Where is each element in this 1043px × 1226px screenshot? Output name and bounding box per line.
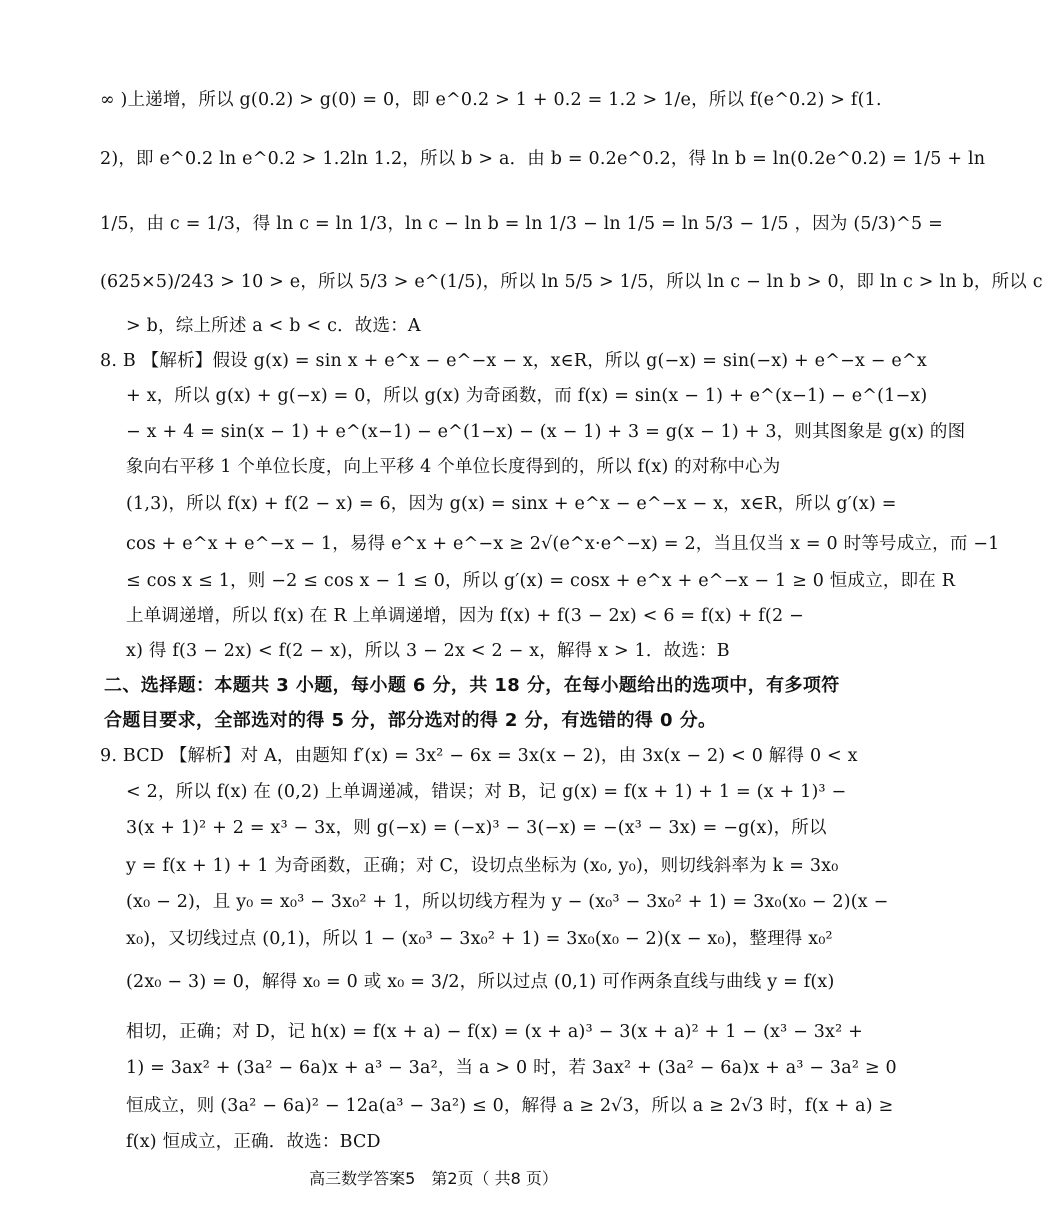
text-line: (1,3)，所以 f(x) + f(2 − x) = 6，因为 g(x) = sinx + e^x − e^−x − x，x∈R，所以 g′(x) = — [126, 494, 897, 514]
section-heading: 二、选择题：本题共 3 小题，每小题 6 分，共 18 分，在每小题给出的选项中，有多项符 — [104, 675, 840, 696]
text-line: x) 得 f(3 − 2x) < f(2 − x)，所以 3 − 2x < 2 − x，解得 x > 1．故选：B — [126, 641, 730, 661]
text-line: 象向右平移 1 个单位长度，向上平移 4 个单位长度得到的，所以 f(x) 的对称中心为 — [126, 457, 781, 477]
text-line: 恒成立，则 (3a² − 6a)² − 12a(a³ − 3a²) ≤ 0，解得 a ≥ 2√3，所以 a ≥ 2√3 时，f(x + a) ≥ — [126, 1096, 894, 1116]
text-line: 9. BCD 【解析】对 A，由题知 f′(x) = 3x² − 6x = 3x(x − 2)，由 3x(x − 2) < 0 解得 0 < x — [100, 746, 858, 766]
text-line: 8. B 【解析】假设 g(x) = sin x + e^x − e^−x − x，x∈R，所以 g(−x) = sin(−x) + e^−x − e^x — [100, 351, 927, 371]
text-line: > b，综上所述 a < b < c．故选：A — [126, 316, 421, 336]
text-line: 1/5，由 c = 1/3，得 ln c = ln 1/3，ln c − ln b = ln 1/3 − ln 1/5 = ln 5/3 − 1/5 ，因为 (5/3)^5 = — [100, 214, 943, 234]
text-line: (625×5)/243 > 10 > e，所以 5/3 > e^(1/5)，所以 ln 5/5 > 1/5，所以 ln c − ln b > 0，即 ln c > ln b，所以 c — [100, 272, 1043, 292]
text-line: ≤ cos x ≤ 1，则 −2 ≤ cos x − 1 ≤ 0，所以 g′(x) = cosx + e^x + e^−x − 1 ≥ 0 恒成立，即在 R — [126, 571, 956, 591]
text-line: ∞ )上递增，所以 g(0.2) > g(0) = 0，即 e^0.2 > 1 + 0.2 = 1.2 > 1/e，所以 f(e^0.2) > f(1. — [100, 90, 882, 110]
text-line: y = f(x + 1) + 1 为奇函数，正确；对 C，设切点坐标为 (x₀, y₀)，则切线斜率为 k = 3x₀ — [126, 856, 839, 876]
text-line: (x₀ − 2)，且 y₀ = x₀³ − 3x₀² + 1，所以切线方程为 y − (x₀³ − 3x₀² + 1) = 3x₀(x₀ − 2)(x − — [126, 892, 889, 912]
text-line: 相切，正确；对 D，记 h(x) = f(x + a) − f(x) = (x + a)³ − 3(x + a)² + 1 − (x³ − 3x² + — [126, 1022, 863, 1042]
text-line: < 2，所以 f(x) 在 (0,2) 上单调递减，错误；对 B，记 g(x) = f(x + 1) + 1 = (x + 1)³ − — [126, 782, 847, 802]
text-line: (2x₀ − 3) = 0，解得 x₀ = 0 或 x₀ = 3/2，所以过点 (0,1) 可作两条直线与曲线 y = f(x) — [126, 972, 835, 992]
text-line: x₀)，又切线过点 (0,1)，所以 1 − (x₀³ − 3x₀² + 1) = 3x₀(x₀ − 2)(x − x₀)，整理得 x₀² — [126, 929, 833, 949]
text-line: cos + e^x + e^−x − 1，易得 e^x + e^−x ≥ 2√(e^x·e^−x) = 2，当且仅当 x = 0 时等号成立，而 −1 — [126, 534, 1000, 554]
text-line: 2)，即 e^0.2 ln e^0.2 > 1.2ln 1.2，所以 b > a．由 b = 0.2e^0.2，得 ln b = ln(0.2e^0.2) = 1/5 + ln — [100, 149, 986, 169]
text-line: 1) = 3ax² + (3a² − 6a)x + a³ − 3a²，当 a > 0 时，若 3ax² + (3a² − 6a)x + a³ − 3a² ≥ 0 — [126, 1058, 897, 1078]
text-line: 3(x + 1)² + 2 = x³ − 3x，则 g(−x) = (−x)³ − 3(−x) = −(x³ − 3x) = −g(x)，所以 — [126, 818, 827, 838]
page-footer: 高三数学答案5 第2页（ 共8 页） — [309, 1169, 558, 1188]
text-line: − x + 4 = sin(x − 1) + e^(x−1) − e^(1−x) − (x − 1) + 3 = g(x − 1) + 3，则其图象是 g(x) 的图 — [126, 422, 966, 442]
text-line: + x，所以 g(x) + g(−x) = 0，所以 g(x) 为奇函数，而 f(x) = sin(x − 1) + e^(x−1) − e^(1−x) — [126, 386, 928, 406]
section-heading: 合题目要求，全部选对的得 5 分，部分选对的得 2 分，有选错的得 0 分。 — [104, 710, 717, 731]
text-line: 上单调递增，所以 f(x) 在 R 上单调递增，因为 f(x) + f(3 − 2x) < 6 = f(x) + f(2 − — [126, 606, 804, 626]
text-line: f(x) 恒成立，正确．故选：BCD — [126, 1132, 381, 1152]
